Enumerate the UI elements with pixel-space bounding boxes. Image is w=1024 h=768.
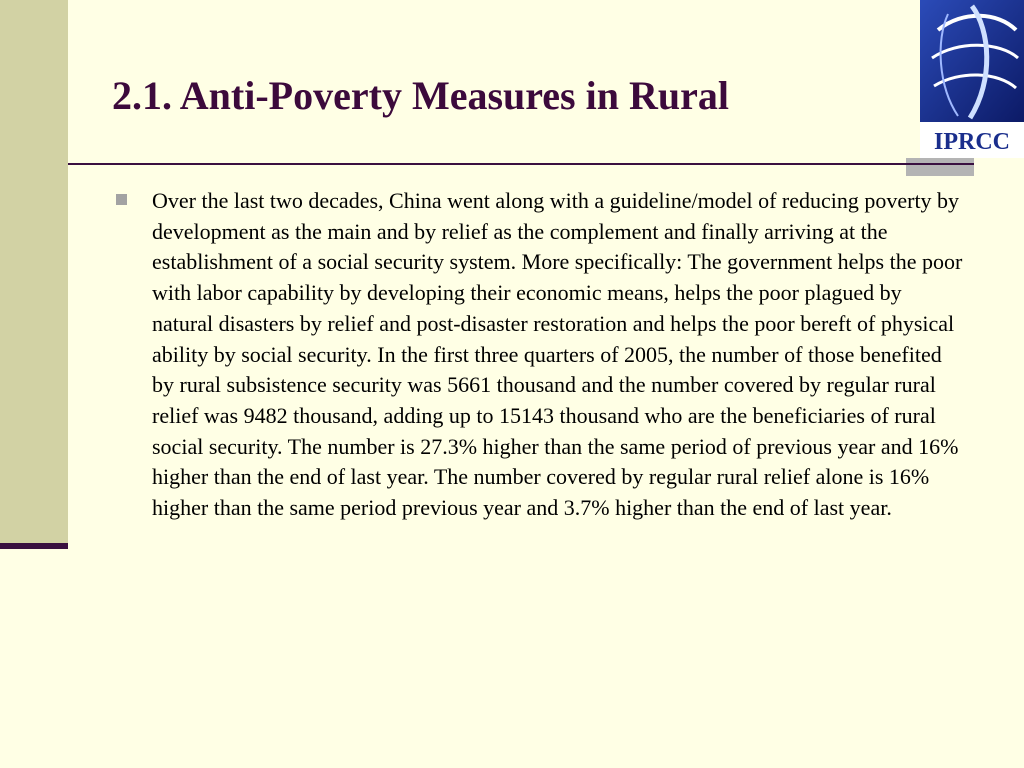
bullet-text: Over the last two decades, China went along with a guideline/model of reducing poverty by development as the main and by relief as the complement and finally arriving at the establishment of a social security system. More specifically: The government helps the poor with labor capability by developing their economic means, helps the poor plagued by natural disasters by relief and post-disaster restoration and helps the poor bereft of physical ability by social security. In the first three quarters of 2005, the number of those benefited by rural subsistence security was 5661 thousand and the number covered by regular rural relief was 9482 thousand, adding up to 15143 thousand who are the beneficiaries of rural social security. The number is 27.3% higher than the same period of previous year and 16% higher than the end of last year. The number covered by regular rural relief alone is 16% higher than the same period previous year and 3.7% higher than the end of last year.	[152, 188, 963, 521]
bullet-list	[116, 186, 966, 524]
iprcc-logo	[918, 0, 1024, 158]
globe-logo-icon	[918, 0, 1024, 158]
slide-title: 2.1. Anti-Poverty Measures in Rural	[112, 73, 729, 118]
logo-text: IPRCC	[934, 129, 1010, 155]
title-rule	[68, 163, 974, 165]
title-rule-accent	[906, 158, 974, 176]
bullet-marker-icon	[116, 194, 127, 205]
left-decorative-band	[0, 0, 68, 545]
left-band-underline	[0, 543, 68, 549]
